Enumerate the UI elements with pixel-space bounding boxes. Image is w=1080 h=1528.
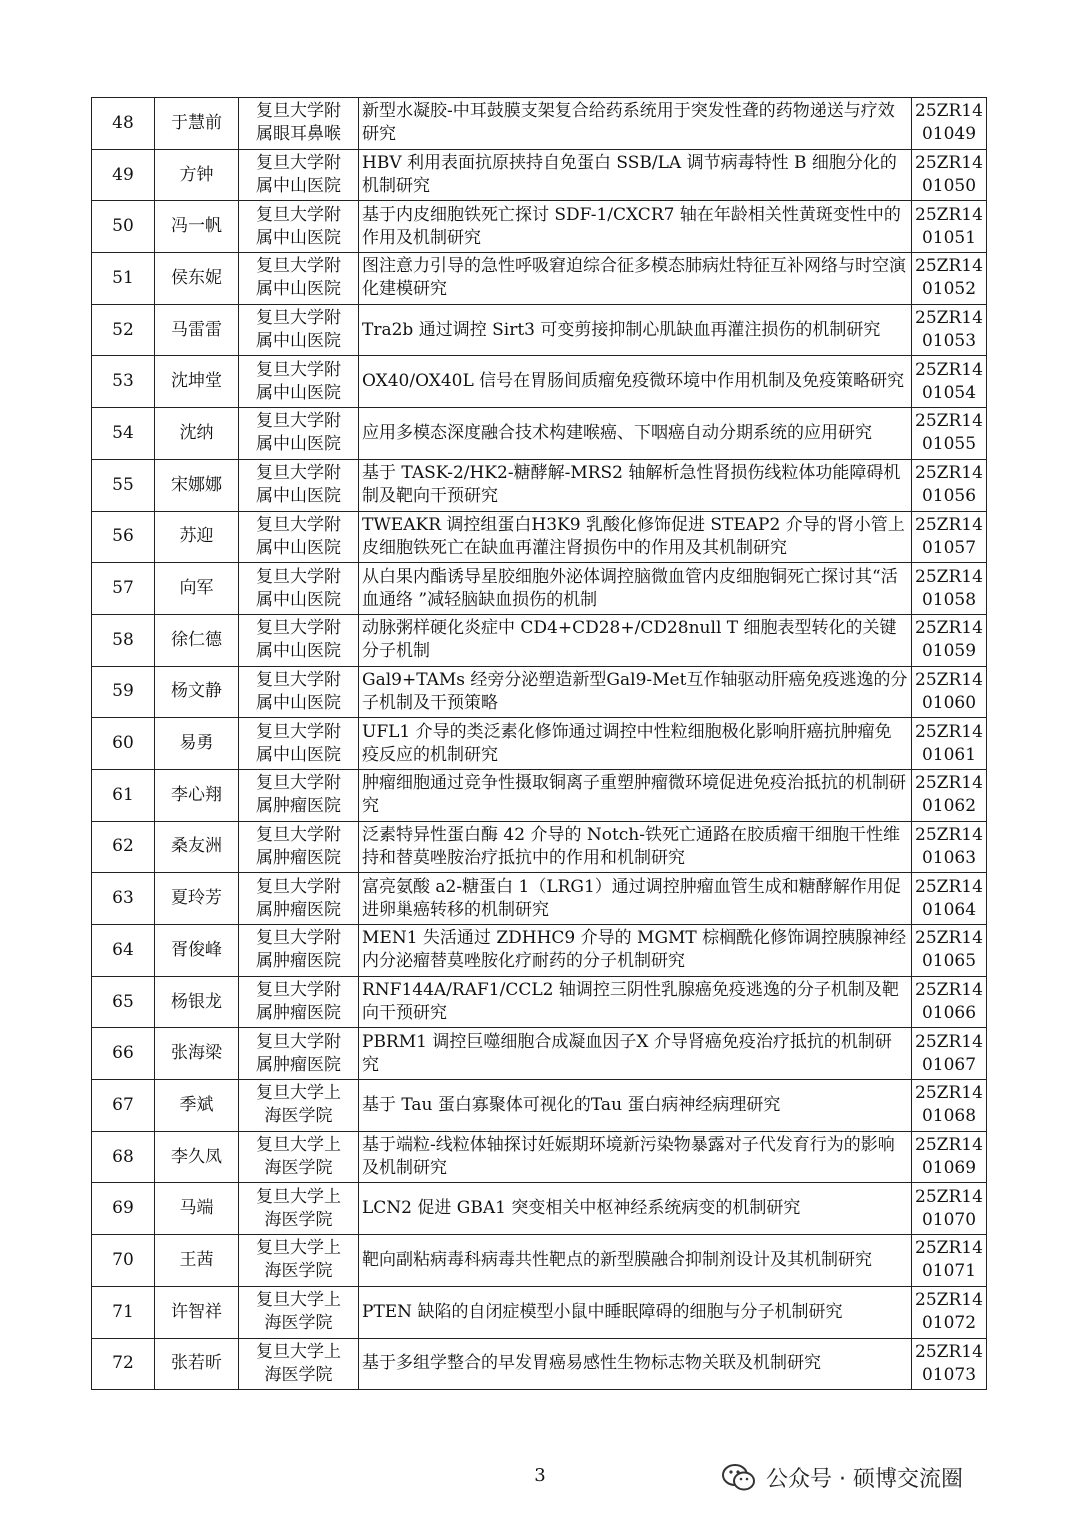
applicant-name-cell: 方钟 (155, 149, 239, 201)
table-row (92, 976, 987, 1028)
project-code-line: 25ZR14 (915, 1238, 983, 1259)
project-code-line: 01065 (921, 951, 977, 972)
project-code-line: 01055 (921, 434, 977, 455)
institution-line: 属眼耳鼻喉 (256, 124, 341, 145)
row-number-cell: 61 (92, 769, 155, 821)
project-code-line: 01070 (921, 1209, 977, 1230)
project-code-line: 01064 (921, 899, 977, 920)
project-code-cell (912, 98, 987, 150)
institution-line: 海医学院 (264, 1313, 333, 1334)
institution-cell (239, 1235, 359, 1287)
institution-line: 复旦大学附 (256, 463, 341, 484)
institution-line: 复旦大学上 (256, 1083, 341, 1104)
institution-line: 属中山医院 (256, 382, 341, 403)
project-title-cell: 基于内皮细胞铁死亡探讨 SDF-1/CXCR7 轴在年龄相关性黄斑变性中的作用及机制研究 (359, 201, 912, 253)
applicant-name-cell: 徐仁德 (155, 614, 239, 666)
institution-cell (239, 304, 359, 356)
applicant-name-cell: 冯一帆 (155, 201, 239, 253)
institution-line: 海医学院 (264, 1106, 333, 1127)
project-code-cell (912, 201, 987, 253)
institution-line: 复旦大学附 (256, 204, 341, 225)
institution-line: 复旦大学附 (256, 980, 341, 1001)
project-code-line: 01052 (921, 279, 977, 300)
project-title-cell: 基于 TASK-2/HK2-糖酵解-MRS2 轴解析急性肾损伤线粒体功能障碍机制及靶向干预研究 (359, 459, 912, 511)
row-number-cell: 71 (92, 1286, 155, 1338)
table-row (92, 769, 987, 821)
institution-line: 复旦大学附 (256, 669, 341, 690)
project-code-line: 25ZR14 (915, 928, 983, 949)
project-code-cell (912, 976, 987, 1028)
project-code-line: 25ZR14 (915, 566, 983, 587)
institution-line: 复旦大学附 (256, 153, 341, 174)
institution-line: 复旦大学附 (256, 566, 341, 587)
institution-cell (239, 1080, 359, 1132)
project-code-line: 01049 (921, 124, 977, 145)
project-code-cell (912, 563, 987, 615)
institution-line: 海医学院 (264, 1364, 333, 1385)
applicant-name-cell: 于慧前 (155, 98, 239, 150)
row-number-cell: 48 (92, 98, 155, 150)
watermark-text: 公众号 · 硕博交流圈 (766, 1467, 963, 1492)
applicant-name-cell: 向军 (155, 563, 239, 615)
project-code-line: 25ZR14 (915, 256, 983, 277)
institution-line: 属中山医院 (256, 537, 341, 558)
project-code-cell (912, 511, 987, 563)
row-number-cell: 54 (92, 408, 155, 460)
project-code-line: 01058 (921, 589, 977, 610)
project-code-line: 25ZR14 (915, 1341, 983, 1362)
project-code-line: 25ZR14 (915, 669, 983, 690)
project-code-line: 01057 (921, 537, 977, 558)
project-title-cell: LCN2 促进 GBA1 突变相关中枢神经系统病变的机制研究 (359, 1183, 912, 1235)
institution-cell (239, 1338, 359, 1390)
institution-cell (239, 614, 359, 666)
institution-cell (239, 459, 359, 511)
row-number-cell: 62 (92, 821, 155, 873)
table-row (92, 511, 987, 563)
project-code-cell (912, 873, 987, 925)
institution-cell (239, 821, 359, 873)
institution-line: 属中山医院 (256, 176, 341, 197)
institution-line: 复旦大学附 (256, 928, 341, 949)
institution-cell (239, 1028, 359, 1080)
project-title-cell: 靶向副粘病毒科病毒共性靶点的新型膜融合抑制剂设计及其机制研究 (359, 1235, 912, 1287)
table-row (92, 925, 987, 977)
project-code-line: 01063 (921, 847, 977, 868)
row-number-cell: 65 (92, 976, 155, 1028)
project-code-cell (912, 1131, 987, 1183)
institution-line: 复旦大学上 (256, 1290, 341, 1311)
project-code-line: 01066 (921, 1003, 977, 1024)
institution-line: 属中山医院 (256, 331, 341, 352)
institution-line: 海医学院 (264, 1209, 333, 1230)
project-code-line: 01053 (921, 331, 977, 352)
project-code-cell (912, 356, 987, 408)
institution-cell (239, 1183, 359, 1235)
row-number-cell: 55 (92, 459, 155, 511)
project-code-cell (912, 614, 987, 666)
project-title-cell: PTEN 缺陷的自闭症模型小鼠中睡眠障碍的细胞与分子机制研究 (359, 1286, 912, 1338)
project-code-cell (912, 253, 987, 305)
table-row (92, 253, 987, 305)
table-row (92, 1235, 987, 1287)
institution-cell (239, 1286, 359, 1338)
project-title-cell: TWEAKR 调控组蛋白H3K9 乳酸化修饰促进 STEAP2 介导的肾小管上皮细胞铁死亡在缺血再灌注肾损伤中的作用及其机制研究 (359, 511, 912, 563)
institution-cell (239, 98, 359, 150)
project-title-cell: MEN1 失活通过 ZDHHC9 介导的 MGMT 棕榈酰化修饰调控胰腺神经内分泌瘤替莫唑胺化疗耐药的分子机制研究 (359, 925, 912, 977)
project-title-cell: 新型水凝胶-中耳鼓膜支架复合给药系统用于突发性聋的药物递送与疗效研究 (359, 98, 912, 150)
applicant-name-cell: 杨银龙 (155, 976, 239, 1028)
row-number-cell: 53 (92, 356, 155, 408)
project-code-cell (912, 769, 987, 821)
row-number-cell: 72 (92, 1338, 155, 1390)
institution-cell (239, 925, 359, 977)
table-row (92, 304, 987, 356)
project-code-cell (912, 1080, 987, 1132)
project-code-line: 25ZR14 (915, 1290, 983, 1311)
project-title-cell: 基于 Tau 蛋白寡聚体可视化的Tau 蛋白病神经病理研究 (359, 1080, 912, 1132)
project-code-line: 01054 (921, 382, 977, 403)
institution-cell (239, 718, 359, 770)
page-number: 3 (534, 1465, 546, 1486)
project-code-line: 01068 (921, 1106, 977, 1127)
project-code-line: 25ZR14 (915, 618, 983, 639)
institution-line: 属肿瘤医院 (256, 899, 341, 920)
institution-line: 复旦大学上 (256, 1238, 341, 1259)
institution-line: 属肿瘤医院 (256, 847, 341, 868)
applicant-name-cell: 苏迎 (155, 511, 239, 563)
applicant-name-cell: 沈坤堂 (155, 356, 239, 408)
project-code-line: 25ZR14 (915, 153, 983, 174)
table-row (92, 1131, 987, 1183)
project-code-line: 01071 (921, 1261, 977, 1282)
table-body (92, 98, 987, 1390)
applicant-name-cell: 李久凤 (155, 1131, 239, 1183)
institution-line: 属肿瘤医院 (256, 1003, 341, 1024)
institution-line: 复旦大学附 (256, 359, 341, 380)
institution-cell (239, 873, 359, 925)
applicant-name-cell: 马端 (155, 1183, 239, 1235)
project-code-line: 25ZR14 (915, 824, 983, 845)
project-code-cell (912, 666, 987, 718)
table-row (92, 1080, 987, 1132)
institution-line: 复旦大学附 (256, 1031, 341, 1052)
project-code-line: 01073 (921, 1364, 977, 1385)
institution-line: 属肿瘤医院 (256, 1054, 341, 1075)
row-number-cell: 67 (92, 1080, 155, 1132)
institution-line: 复旦大学上 (256, 1341, 341, 1362)
project-title-cell: 动脉粥样硬化炎症中 CD4+CD28+/CD28null T 细胞表型转化的关键分子机制 (359, 614, 912, 666)
institution-line: 属中山医院 (256, 227, 341, 248)
applicant-name-cell: 宋娜娜 (155, 459, 239, 511)
institution-line: 复旦大学附 (256, 101, 341, 122)
project-code-line: 25ZR14 (915, 1083, 983, 1104)
project-title-cell: UFL1 介导的类泛素化修饰通过调控中性粒细胞极化影响肝癌抗肿瘤免疫反应的机制研究 (359, 718, 912, 770)
project-code-line: 01061 (921, 744, 977, 765)
project-code-line: 25ZR14 (915, 721, 983, 742)
table-row (92, 98, 987, 150)
institution-line: 复旦大学附 (256, 256, 341, 277)
project-code-line: 01051 (921, 227, 977, 248)
project-code-line: 01062 (921, 796, 977, 817)
row-number-cell: 66 (92, 1028, 155, 1080)
project-title-cell: HBV 利用表面抗原挟持自免蛋白 SSB/LA 调节病毒特性 B 细胞分化的机制研究 (359, 149, 912, 201)
project-code-cell (912, 925, 987, 977)
table-row (92, 149, 987, 201)
table-row (92, 1183, 987, 1235)
institution-line: 复旦大学上 (256, 1135, 341, 1156)
institution-line: 属中山医院 (256, 692, 341, 713)
project-title-cell: 肿瘤细胞通过竞争性摄取铜离子重塑肿瘤微环境促进免疫治抵抗的机制研究 (359, 769, 912, 821)
table-row (92, 408, 987, 460)
institution-line: 复旦大学附 (256, 618, 341, 639)
table-row (92, 1028, 987, 1080)
institution-line: 复旦大学上 (256, 1186, 341, 1207)
institution-line: 属肿瘤医院 (256, 796, 341, 817)
row-number-cell: 63 (92, 873, 155, 925)
institution-cell (239, 408, 359, 460)
institution-line: 复旦大学附 (256, 824, 341, 845)
applicant-name-cell: 张海梁 (155, 1028, 239, 1080)
project-title-cell: 基于多组学整合的早发胃癌易感性生物标志物关联及机制研究 (359, 1338, 912, 1390)
table-row (92, 821, 987, 873)
project-code-line: 01067 (921, 1054, 977, 1075)
table-row (92, 201, 987, 253)
table-row (92, 873, 987, 925)
applicant-name-cell: 沈纳 (155, 408, 239, 460)
applicant-name-cell: 李心翔 (155, 769, 239, 821)
institution-cell (239, 511, 359, 563)
applicant-name-cell: 许智祥 (155, 1286, 239, 1338)
institution-line: 属肿瘤医院 (256, 951, 341, 972)
project-code-line: 25ZR14 (915, 980, 983, 1001)
project-title-cell: OX40/OX40L 信号在胃肠间质瘤免疫微环境中作用机制及免疫策略研究 (359, 356, 912, 408)
institution-line: 海医学院 (264, 1158, 333, 1179)
applicant-name-cell: 易勇 (155, 718, 239, 770)
project-code-line: 25ZR14 (915, 411, 983, 432)
project-code-line: 01069 (921, 1158, 977, 1179)
row-number-cell: 49 (92, 149, 155, 201)
project-code-line: 01060 (921, 692, 977, 713)
institution-cell (239, 356, 359, 408)
project-code-line: 25ZR14 (915, 514, 983, 535)
institution-line: 属中山医院 (256, 744, 341, 765)
project-title-cell: PBRM1 调控巨噬细胞合成凝血因子X 介导肾癌免疫治疗抵抗的机制研究 (359, 1028, 912, 1080)
applicant-name-cell: 张若昕 (155, 1338, 239, 1390)
applicant-name-cell: 马雷雷 (155, 304, 239, 356)
project-title-cell: Gal9+TAMs 经旁分泌塑造新型Gal9-Met互作轴驱动肝癌免疫逃逸的分子机制及干预策略 (359, 666, 912, 718)
institution-line: 属中山医院 (256, 486, 341, 507)
project-list-table (91, 97, 987, 1390)
row-number-cell: 64 (92, 925, 155, 977)
project-code-line: 25ZR14 (915, 876, 983, 897)
project-code-cell (912, 149, 987, 201)
project-code-line: 25ZR14 (915, 463, 983, 484)
project-code-line: 25ZR14 (915, 359, 983, 380)
row-number-cell: 57 (92, 563, 155, 615)
project-code-cell (912, 459, 987, 511)
project-code-cell (912, 718, 987, 770)
project-code-line: 01050 (921, 176, 977, 197)
row-number-cell: 52 (92, 304, 155, 356)
row-number-cell: 68 (92, 1131, 155, 1183)
project-code-cell (912, 1183, 987, 1235)
institution-cell (239, 769, 359, 821)
project-code-cell (912, 1235, 987, 1287)
row-number-cell: 59 (92, 666, 155, 718)
row-number-cell: 50 (92, 201, 155, 253)
row-number-cell: 58 (92, 614, 155, 666)
project-code-line: 01059 (921, 641, 977, 662)
institution-cell (239, 253, 359, 305)
row-number-cell: 69 (92, 1183, 155, 1235)
institution-line: 属中山医院 (256, 434, 341, 455)
institution-cell (239, 201, 359, 253)
table-row (92, 718, 987, 770)
project-title-cell: 基于端粒-线粒体轴探讨妊娠期环境新污染物暴露对子代发育行为的影响及机制研究 (359, 1131, 912, 1183)
row-number-cell: 70 (92, 1235, 155, 1287)
project-title-cell: Tra2b 通过调控 Sirt3 可变剪接抑制心肌缺血再灌注损伤的机制研究 (359, 304, 912, 356)
table-row (92, 614, 987, 666)
wechat-icon (722, 1463, 756, 1493)
project-code-line: 25ZR14 (915, 308, 983, 329)
project-code-line: 01056 (921, 486, 977, 507)
project-title-cell: RNF144A/RAF1/CCL2 轴调控三阴性乳腺癌免疫逃逸的分子机制及靶向干预研究 (359, 976, 912, 1028)
institution-line: 复旦大学附 (256, 411, 341, 432)
project-code-line: 25ZR14 (915, 204, 983, 225)
project-title-cell: 从白果内酯诱导星胶细胞外泌体调控脑微血管内皮细胞铜死亡探讨其“活血通络 ”减轻脑缺血损伤的机制 (359, 563, 912, 615)
project-code-cell (912, 1286, 987, 1338)
institution-line: 属中山医院 (256, 641, 341, 662)
table-row (92, 1338, 987, 1390)
applicant-name-cell: 王茜 (155, 1235, 239, 1287)
project-code-line: 25ZR14 (915, 1135, 983, 1156)
table-row (92, 459, 987, 511)
table-row (92, 563, 987, 615)
project-code-cell (912, 1338, 987, 1390)
institution-line: 海医学院 (264, 1261, 333, 1282)
project-code-line: 25ZR14 (915, 1031, 983, 1052)
table-row (92, 1286, 987, 1338)
institution-line: 复旦大学附 (256, 514, 341, 535)
project-code-line: 25ZR14 (915, 1186, 983, 1207)
project-title-cell: 富亮氨酸 a2-糖蛋白 1（LRG1）通过调控肿瘤血管生成和糖酵解作用促进卵巢癌转移的机制研究 (359, 873, 912, 925)
row-number-cell: 56 (92, 511, 155, 563)
institution-cell (239, 563, 359, 615)
project-code-cell (912, 1028, 987, 1080)
institution-line: 复旦大学附 (256, 308, 341, 329)
row-number-cell: 51 (92, 253, 155, 305)
institution-cell (239, 976, 359, 1028)
project-code-cell (912, 821, 987, 873)
applicant-name-cell: 夏玲芳 (155, 873, 239, 925)
project-code-line: 25ZR14 (915, 101, 983, 122)
table-row (92, 356, 987, 408)
project-code-cell (912, 408, 987, 460)
project-title-cell: 图注意力引导的急性呼吸窘迫综合征多模态肺病灶特征互补网络与时空演化建模研究 (359, 253, 912, 305)
applicant-name-cell: 桑友洲 (155, 821, 239, 873)
applicant-name-cell: 季斌 (155, 1080, 239, 1132)
project-title-cell: 应用多模态深度融合技术构建喉癌、下咽癌自动分期系统的应用研究 (359, 408, 912, 460)
row-number-cell: 60 (92, 718, 155, 770)
institution-cell (239, 149, 359, 201)
project-code-line: 01072 (921, 1313, 977, 1334)
project-code-cell (912, 304, 987, 356)
table-row (92, 666, 987, 718)
institution-line: 属中山医院 (256, 279, 341, 300)
project-title-cell: 泛素特异性蛋白酶 42 介导的 Notch-铁死亡通路在胶质瘤干细胞干性维持和替莫唑胺治疗抵抗中的作用和机制研究 (359, 821, 912, 873)
applicant-name-cell: 胥俊峰 (155, 925, 239, 977)
applicant-name-cell: 侯东妮 (155, 253, 239, 305)
project-code-line: 25ZR14 (915, 773, 983, 794)
institution-cell (239, 666, 359, 718)
watermark (722, 1462, 963, 1493)
institution-line: 复旦大学附 (256, 721, 341, 742)
applicant-name-cell: 杨文静 (155, 666, 239, 718)
institution-cell (239, 1131, 359, 1183)
institution-line: 复旦大学附 (256, 876, 341, 897)
institution-line: 复旦大学附 (256, 773, 341, 794)
institution-line: 属中山医院 (256, 589, 341, 610)
